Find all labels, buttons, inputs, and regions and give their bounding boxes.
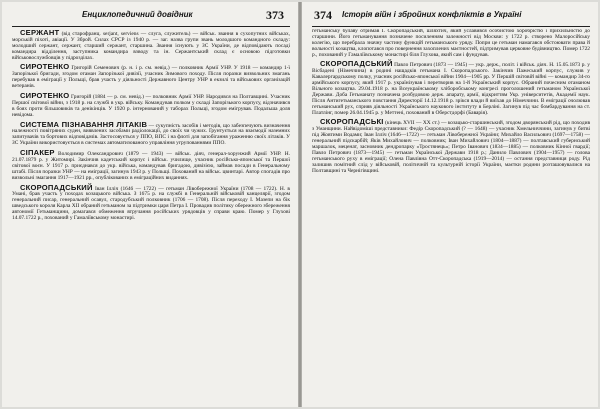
left-page-number: 373 [266, 8, 284, 22]
entry [12, 184, 290, 222]
entry-text: Григорій Семенович (р. н. і р. см. невід.) — полковник Армії УНР. У 1918 — командир 1-ї Запорізької бригади, згодом отаман Запорізької дивізії, учасник Зимового походу. Після поразки визвольних змагань перебував в еміграції у Польщі, брав участь у діяльності Державного Центру УНР в екзилі та військових організацій ветеранів. [12, 65, 290, 90]
entry-text: Григорій (1884 — р. см. невід.) — полковник Армії УНР. Народився на Полтавщині. Учасник Першої світової війни, з 1918 р. на службі в укр. війську. Командував полком у складі Запорізького корпусу, відзначився в боях проти більшовиків та денікінців. У 1920 р. інтернований у таборах Польщі, згодом емігрував. Подальша доля невідома. [12, 94, 290, 118]
entry-continuation [312, 29, 590, 58]
right-page-number: 374 [314, 8, 332, 22]
entry [12, 63, 290, 90]
entry-headword: СКОРОПАДСЬКИЙ [20, 182, 93, 192]
entry [312, 118, 590, 174]
entry [12, 29, 290, 61]
entry-headword: СИРОТЕНКО [20, 62, 70, 72]
left-running-title: Енциклопедичний довідник [82, 10, 193, 19]
right-page [302, 2, 598, 407]
entry-headword: СКОРОПАДСЬКІ [320, 117, 384, 127]
entry-text: гетьманську булаву отримав І. Скоропадський, шляхтич, який уславився особистою хоробрістю і прихильністю до старшини. Його гетьманування позначене посиленням залежності від Москви: у 1722 р. створено Малоросійську колегію, що перебрала значну частину функцій гетьманського уряду. Попри це гетьман намагався обстоювати права й вольності козацтва, клопотався про повернення захоплених маєтностей, підтримував церковне будівництво. Помер 1722 р., похований у Гамаліївському монастирі біля Глухова, який сам і фундував. [312, 29, 590, 58]
book-spread [2, 2, 598, 407]
entry-headword: СІПАКЕР [20, 148, 55, 158]
entry [12, 149, 290, 181]
entry-text: (від старофранц. serjant, serviens — слуга, служитель) — військ. звання в сухопутних військах, морській піхоті, авіації. У Зброй. Силах СРСР із 1940 р. — заг. назва групи звань молодшого командного складу: молодший сержант, сержант, старший сержант, старшина. Звання існують у ЗС України, де відповідають посаді командира відділення, заступника командира взводу та ін. Сержантський склад є основою підготовки військовослужбовців у підрозділах. [12, 31, 290, 61]
right-page-body [312, 29, 590, 403]
entry [12, 121, 290, 148]
entry-headword: СИСТЕМА ПІЗНАВАННЯ ЛІТАКІВ [20, 119, 148, 129]
entry [312, 60, 590, 116]
left-page [2, 2, 298, 407]
entry-text: Павло Петрович (1873 — 1945) — укр. держ., політ. і військ. діяч. Н. 15.05.1873 р. у Вісбадені (Німеччина) в родині нащадків гетьмана І. Скоропадського. Закінчив Пажеський корпус, служив у Кавалергардському полку, учасник російсько-японської війни 1904—1905 рр. У Першій світовій війні — командир 34-го армійського корпусу, який 1917 р. українізував і перетворив на 1-й Український корпус. Обраний почесним отаманом Вільного козацтва. 29.04.1918 р. на Всеукраїнському хліборобському конгресі проголошений гетьманом Української Держави. Доба Гетьманату позначена розбудовою держ. апарату, армії, відкриттям Укр. університетів, Академії наук. Після Антигетьманського повстання Директорії 14.12.1918 р. зрікся влади й виїхав до Німеччини. В еміграції очолював гетьманський рух, сприяв діяльності Українського наукового інституту в Берліні. Загинув під час бомбардування на ст. Платлінг, помер 26.04.1945 р. у Меттені, похований в Оберстдорфі (Баварія). [312, 62, 590, 116]
left-page-body [12, 29, 290, 403]
right-running-title: Історія війн і збройних конфліктів в Україні [342, 10, 522, 19]
entry-headword: СЕРЖАНТ [20, 29, 60, 37]
left-page-header [12, 8, 290, 27]
entry [12, 92, 290, 119]
entry-text: Іван Ілліч (1646 — 1722) — гетьман Лівобережної України (1708 — 1722). Н. в Умані, брав участь у походах козацького війська. З 1675 р. на службі в Генеральній військовій канцелярії, згодом генеральний писар, генеральний осавул, стародубський полковник (1706 — 1708). Після переходу І. Мазепи на бік шведського короля Карла XII обраний гетьманом за підтримки царя Петра I. Провадив політику обережного збереження автономії Гетьманщини, домагався обмеження втручання російських урядовців у справи краю. Помер у Глухові 14.07.1722 р., похований у Гамаліївському монастирі. [12, 185, 290, 222]
entry-headword: СКОРОПАДСЬКИЙ [320, 59, 393, 69]
right-page-header [312, 8, 590, 27]
entry-text: (кінець XVII — XX ст.) — козацько-старшинський, згодом дворянський рід, що походив з Уманщини. Найвідоміші представники: Федір Скоропадський (? — 1648) — учасник Хмельниччини, загинув у битві під Жовтими Водами; Іван Ілліч (1646—1722) — гетьман Лівобережної України; Михайло Васильович (1697—1758) — генеральний підскарбій; Яків Михайлович — полковник; Іван Михайлович (1804—1887) — полтавський губернський маршалок, меценат, засновник дендропарку «Тростянець»; Петро Іванович (1834—1885) — полковник Кінної гвардії; Павло Петрович (1873—1945) — гетьман Української Держави 1918 р.; Данило Павлович (1904—1957) — голова гетьманського руху в еміграції; Олена Павлівна Отт-Скоропадська (1919—2014) — остання представниця роду. Рід залишив помітний слід у військовій, політичній та культурній історії України, маєтки родини розташовувалися на Полтавщині та Чернігівщині. [312, 120, 590, 174]
entry-text: — сукупність засобів і методів, що забезпечують визначення належності повітряних суден, виявлених засобами радіолокації, до своїх чи чужих. Ґрунтується на взаємодії наземних запитувачів та бортових відповідачів. Застосовується у ППО, ВПС і на флоті для запобігання ураженню своїх літаків. У ЗС України використовується в системах автоматизованого управління угрупованнями ППО. [12, 122, 290, 147]
entry-text: Володимир Олександрович (1879 — 1943) — військ. діяч, генерал-хорунжий Армії УНР. Н. 21.07.1879 р. у Житомирі. Закінчив кадетський корпус і військ. училище, учасник російсько-японської та Першої світової воєн. У 1917 р. приєднався до укр. війська, командував бригадою, дивізією, займав посади в Генеральному штабі. Після поразки УНР — на еміграції, загинув 1943 р. у Польщі. Похований на військ. цвинтарі. Автор спогадів про визвольні змагання 1917—1921 рр., опублікованих в еміграційних виданнях. [12, 151, 290, 181]
entry-headword: СИРОТЕНКО [20, 91, 70, 101]
